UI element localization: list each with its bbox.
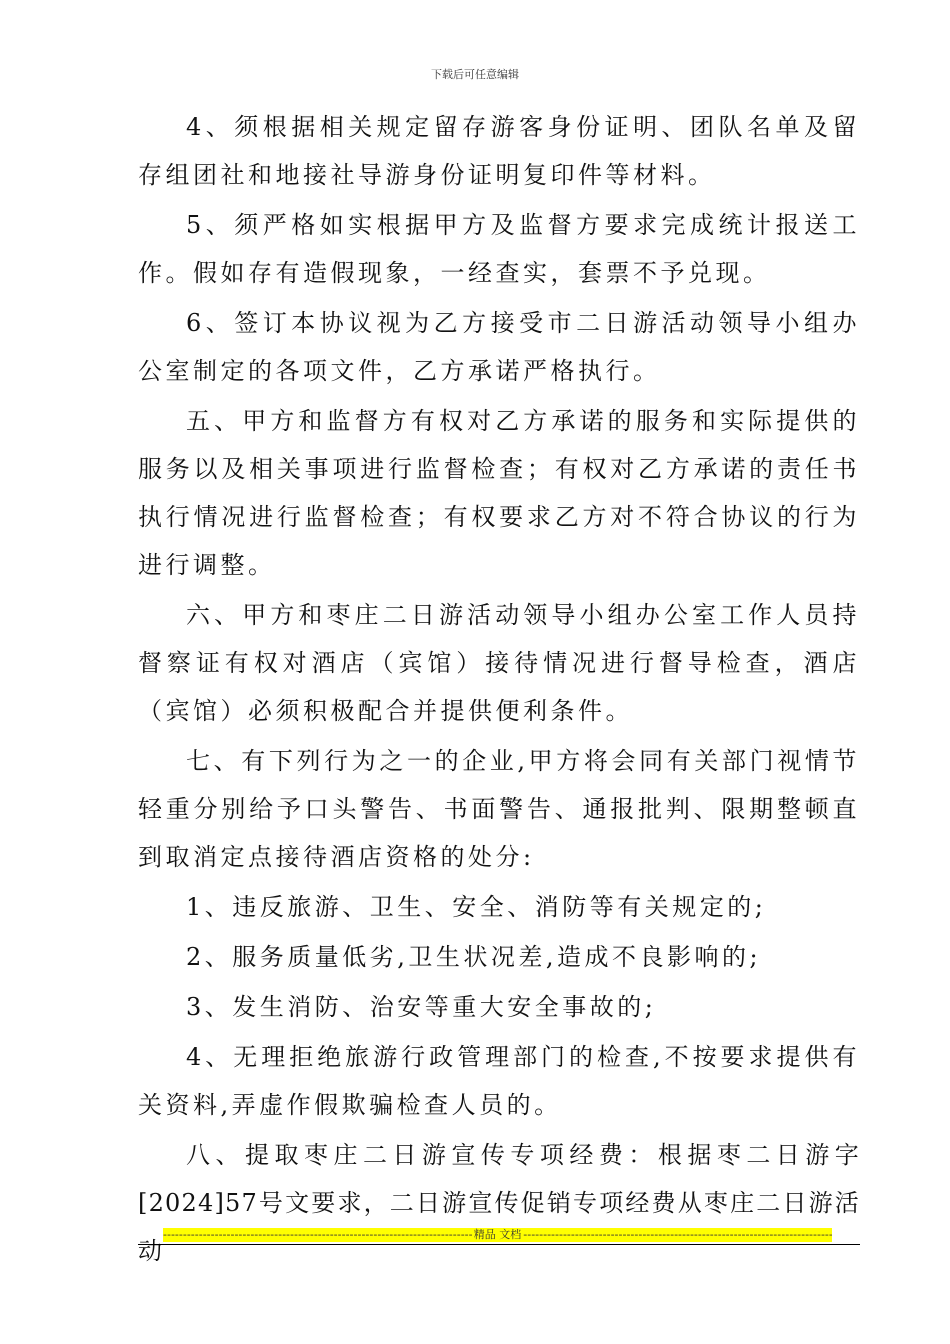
footer-highlight-bar	[163, 1228, 832, 1242]
document-body	[138, 103, 860, 1277]
paragraph-penalty-item-1: 1、违反旅游、卫生、安全、消防等有关规定的;	[186, 893, 767, 921]
footer-dash-left	[163, 1228, 472, 1242]
paragraph-penalty-item-4: 4、无理拒绝旅游行政管理部门的检查,不按要求提供有关资料,弄虚作假欺骗检查人员的。	[138, 1043, 860, 1119]
paragraph-section-7-penalties: 七、有下列行为之一的企业,甲方将会同有关部门视情节轻重分别给予口头警告、书面警告、通报批判、限期整顿直到取消定点接待酒店资格的处分:	[138, 747, 860, 871]
footer-dash-right	[523, 1228, 832, 1242]
paragraph-item-4-id-proof: 4、须根据相关规定留存游客身份证明、团队名单及留存组团社和地接社导游身份证明复印件等材料。	[138, 113, 860, 189]
page-header-note: 下载后可任意编辑	[431, 68, 519, 81]
paragraph-penalty-item-2: 2、服务质量低劣,卫生状况差,造成不良影响的;	[186, 943, 762, 971]
paragraph-penalty-item-3: 3、发生消防、治安等重大安全事故的;	[186, 993, 657, 1021]
paragraph-item-6-agreement: 6、签订本协议视为乙方接受市二日游活动领导小组办公室制定的各项文件，乙方承诺严格执行。	[138, 309, 860, 385]
footer-rule	[138, 1244, 860, 1245]
paragraph-section-8-funding: 八、提取枣庄二日游宣传专项经费：根据枣二日游字[2024]57号文要求，二日游宣传促销专项经费从枣庄二日游活动	[138, 1141, 860, 1265]
paragraph-item-5-statistics: 5、须严格如实根据甲方及监督方要求完成统计报送工作。假如存有造假现象，一经查实，套票不予兑现。	[138, 211, 860, 287]
paragraph-section-6-inspection: 六、甲方和枣庄二日游活动领导小组办公室工作人员持督察证有权对酒店（宾馆）接待情况进行督导检查，酒店（宾馆）必须积极配合并提供便利条件。	[138, 601, 860, 725]
footer-label: 精品 文档	[473, 1228, 522, 1241]
paragraph-section-5-supervision: 五、甲方和监督方有权对乙方承诺的服务和实际提供的服务以及相关事项进行监督检查；有权对乙方承诺的责任书执行情况进行监督检查；有权要求乙方对不符合协议的行为进行调整。	[138, 407, 860, 579]
